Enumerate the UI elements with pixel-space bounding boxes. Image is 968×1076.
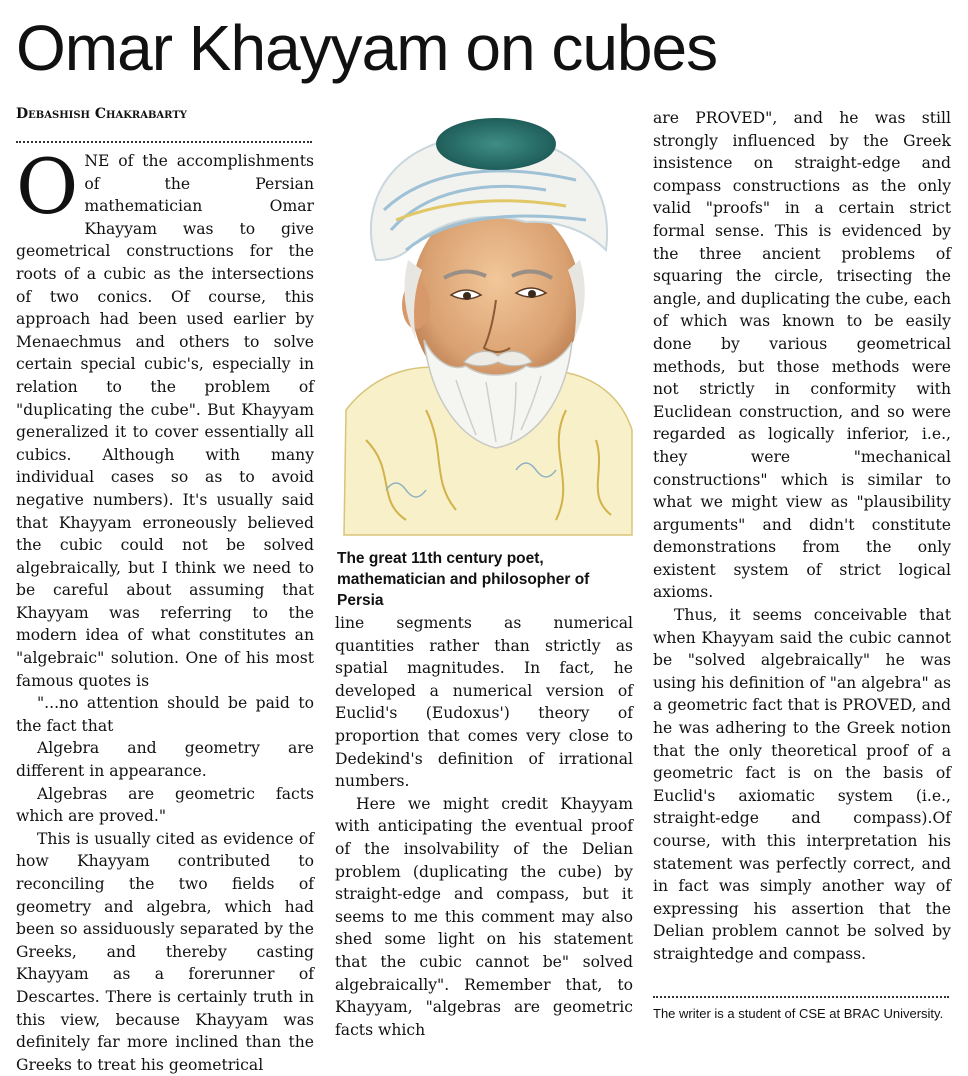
drop-cap: O xyxy=(16,142,79,231)
article-column-1 xyxy=(16,142,314,1076)
byline: Debashish Chakrabarty xyxy=(16,106,187,122)
body-paragraph: line segments as numerical quantities rather than strictly as spatial magnitudes. In fact, he developed a numerical version of Euclid's (Eudoxus') theory of proportion that comes very close to Dedekind's definition of irrational numbers. xyxy=(335,614,633,791)
body-paragraph: Here we might credit Khayyam with anticipating the eventual proof of the insolvability of the Delian problem (duplicating the cube) by straight-edge and compass, but it seems to me this comment may also shed some light on his statement that the cubic cannot be" solved algebraically". Remember that, to Khayyam, "algebras are geometric facts which xyxy=(335,794,633,1039)
article-column-3 xyxy=(653,107,951,966)
body-paragraph: This is usually cited as evidence of how Khayyam contributed to reconciling the two fields of geometry and algebra, which had been so assiduously separated by the Greeks, and thereby casting Khayyam as a forerunner of Descartes. There is certainly truth in this view, because Khayyam was definitely far more inclined than the Greeks to treat his geometrical xyxy=(16,829,314,1074)
article-column-2 xyxy=(335,612,633,1041)
quote-line: Algebras are geometric facts which are proved." xyxy=(16,784,314,826)
quote-line: "...no attention should be paid to the fact that xyxy=(16,694,314,735)
lead-paragraph-text: NE of the accomplishments of the Persian mathematician Omar Khayyam was to give geometrical constructions for the roots of a cubic as the intersections of two conics. Of course, this approach had been used earlier by Menaechmus and others to solve certain special cubic's, especially in relation to the problem of "duplicating the cube". But Khayyam generalized it to cover essentially all cubics. Although with many individual cases so as to avoid negative numbers). It's usually said that Khayyam erroneously believed the cubic could not be solved algebraically, but I think we need to be careful about assuming that Khayyam was referring to the modern idea of what constitutes an "algebraic" solution. One of his most famous quotes is xyxy=(16,152,314,690)
body-paragraph: Thus, it seems conceivable that when Khayyam said the cubic cannot be "solved algebraically" he was using his definition of "an algebra" as a geometric fact that is PROVED, and he was adhering to the Greek notion that the only theoretical proof of a geometric fact is on the basis of Euclid's axiomatic system (i.e., straight-edge and compass).Of course, with this interpretation his statement was perfectly correct, and in fact was simply another way of expressing his assertion that the Delian problem cannot be solved by straightedge and compass. xyxy=(653,606,951,963)
article-headline: Omar Khayyam on cubes xyxy=(16,12,718,84)
credit-divider xyxy=(653,996,949,998)
lead-paragraph xyxy=(16,142,314,692)
author-credit: The writer is a student of CSE at BRAC University. xyxy=(653,1006,944,1021)
khayyam-portrait-illustration xyxy=(336,110,636,540)
body-paragraph: are PROVED", and he was still strongly influenced by the Greek insistence on straight-edge and compass constructions as the only valid "proofs" in a certain strict formal sense. This is evidenced by the three ancient problems of squaring the circle, trisecting the angle, and duplicating the cube, each of which was known to be easily done by various geometrical methods, but those methods were not strictly in conformity with Euclidean construction, and so were regarded as logically inferior, i.e., they were "mechanical constructions" which is similar to what we might view as "plausibility arguments" and didn't constitute demonstrations from the only existent system of strict logical axioms. xyxy=(653,109,951,602)
image-caption: The great 11th century poet, mathematician and philosopher of Persia xyxy=(337,550,590,609)
quote-line: Algebra and geometry are different in appearance. xyxy=(16,739,314,781)
